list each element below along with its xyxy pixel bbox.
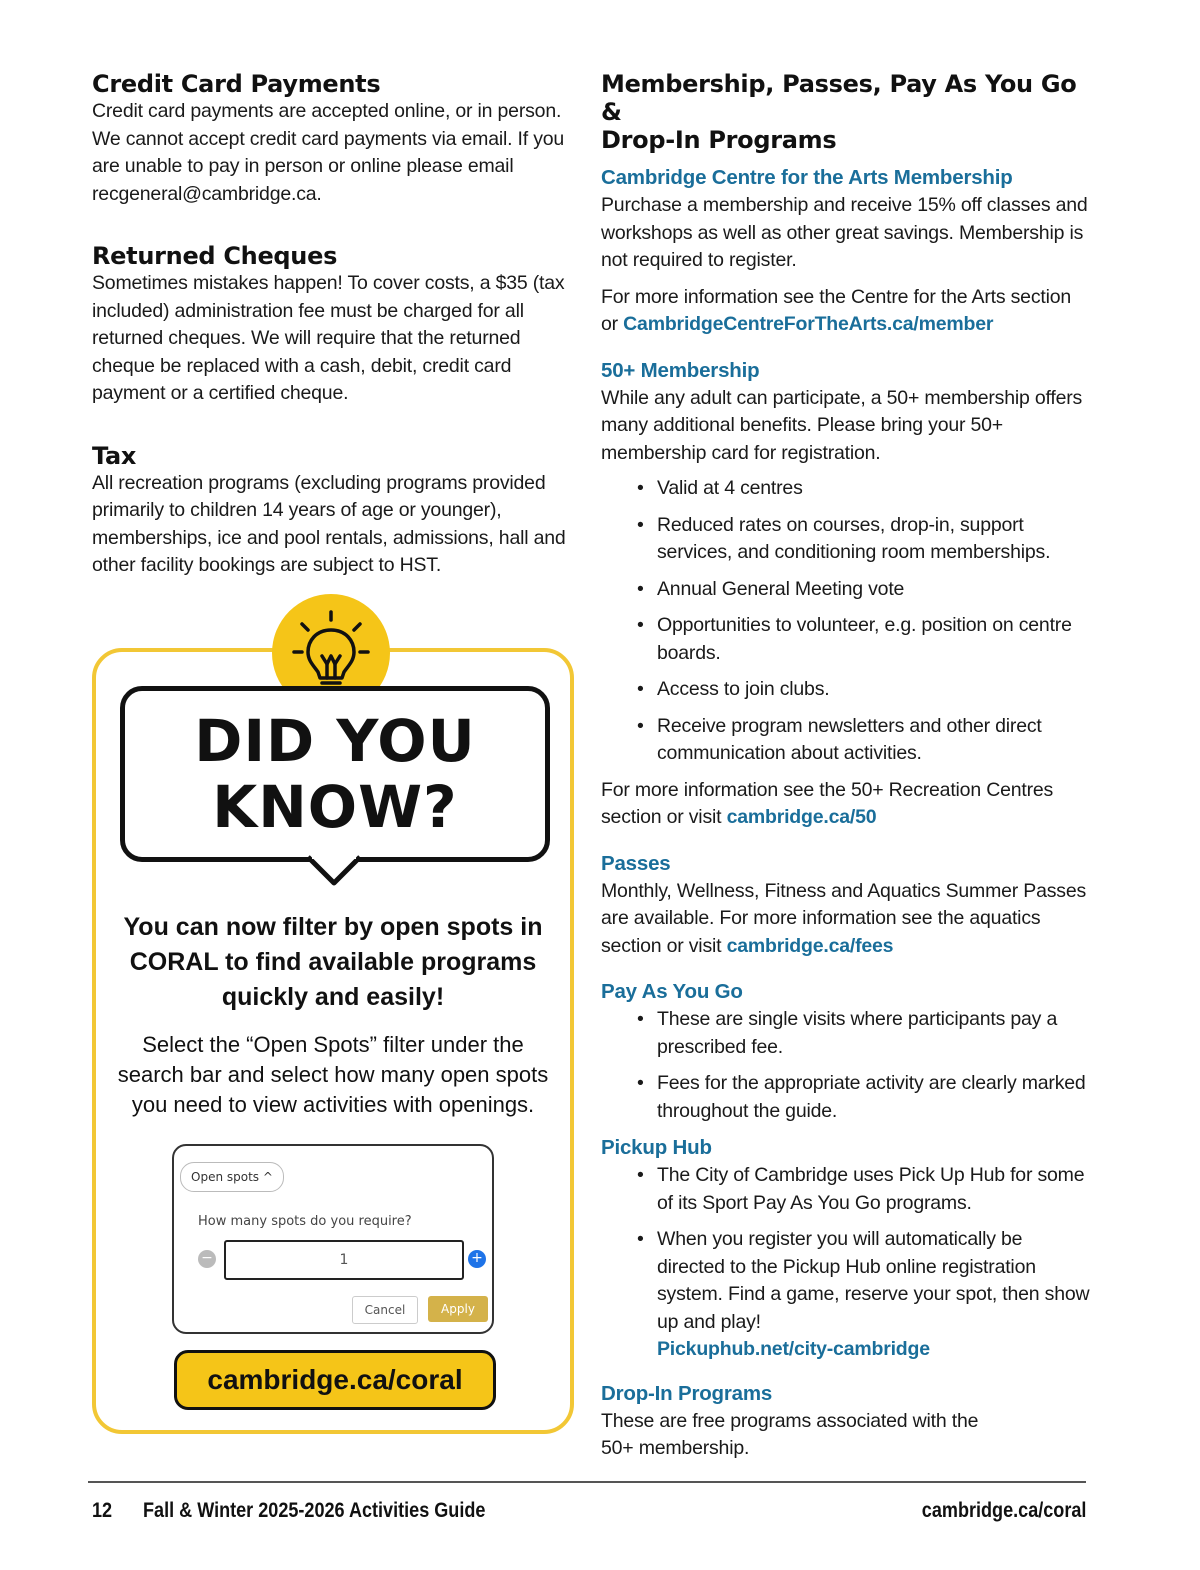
list-item: • Reduced rates on courses, drop-in, support services, and conditioning room memberships. [637, 513, 1051, 563]
drop-in-body: These are free programs associated with the 50+ membership. [601, 1409, 979, 1459]
pickup-hub-heading: Pickup Hub [601, 1136, 712, 1159]
fifty-plus-body: While any adult can participate, a 50+ membership offers many additional benefits. Please bring your 50+ membership card for registration. [601, 386, 1083, 464]
membership-title-line-1: Membership, Passes, Pay As You Go & [601, 70, 1077, 126]
did-you-know-headline [120, 708, 550, 840]
returned-cheques-body: Sometimes mistakes happen! To cover costs, a $35 (tax included) administration fee must be charged for all returned cheques. We will require that the returned cheque be replaced with a cash, debit, credit card payment or a certified cheque. [92, 272, 565, 404]
list-item: • When you register you will automatically be directed to the Pickup Hub online registration system. Find a game, reserve your spot, then show up and play! Pickuphub.net/city-cambridge [637, 1228, 1090, 1360]
credit-card-body: Credit card payments are accepted online, or in person. We cannot accept credit card payments via email. If you are unable to pay in person or online please email recgeneral@cambridge.ca. [92, 100, 565, 205]
membership-title-line-2: Drop-In Programs [601, 126, 837, 154]
pay-as-you-go-list [601, 1006, 1091, 1125]
passes-section [601, 850, 1091, 961]
headline-line-1: DID YOU [194, 707, 476, 775]
pay-as-you-go-section [601, 978, 1091, 1125]
guide-title: Fall & Winter 2025-2026 Activities Guide [143, 1499, 486, 1522]
passes-link[interactable]: cambridge.ca/fees [726, 934, 894, 957]
list-item: • The City of Cambridge uses Pick Up Hub for some of its Sport Pay As You Go programs. [637, 1164, 1085, 1214]
passes-heading: Passes [601, 851, 671, 875]
list-item: • Fees for the appropriate activity are clearly marked throughout the guide. [637, 1072, 1086, 1122]
passes-body-text: Monthly, Wellness, Fitness and Aquatics Summer Passes are available. For more information see the aquatics section or visit [601, 879, 1087, 957]
pay-as-you-go-heading: Pay As You Go [601, 980, 743, 1003]
footer-url[interactable]: cambridge.ca/coral [921, 1499, 1086, 1522]
decrement-button[interactable]: − [198, 1250, 216, 1268]
list-item: • Receive program newsletters and other direct communication about activities. [637, 714, 1042, 764]
arts-section [601, 164, 1091, 339]
pickup-hub-list [601, 1162, 1091, 1364]
credit-card-title: Credit Card Payments [92, 70, 381, 98]
tax-body: All recreation programs (excluding programs provided primarily to children 14 years of age or younger), memberships, ice and pool rentals, admissions, hall and other facility bookings are subject to HST. [92, 471, 566, 576]
open-spots-widget [172, 1144, 494, 1334]
list-item: • Opportunities to volunteer, e.g. position on centre boards. [637, 614, 1072, 664]
drop-in-heading: Drop-In Programs [601, 1381, 773, 1405]
membership-title [601, 70, 1091, 154]
fifty-plus-benefits-list [601, 475, 1091, 768]
page-number: 12 [92, 1499, 113, 1522]
left-column [92, 70, 572, 614]
fifty-plus-link[interactable]: cambridge.ca/50 [726, 806, 877, 828]
list-item: • Annual General Meeting vote [637, 577, 905, 600]
speech-bubble-tail [306, 855, 362, 887]
credit-card-section [92, 70, 572, 208]
open-spots-filter-pill[interactable]: Open spots ^ [180, 1162, 284, 1192]
tax-section [92, 442, 572, 580]
arts-more-text: For more information see the Centre for the Arts section or [601, 285, 1072, 335]
right-column [601, 70, 1091, 1463]
fifty-plus-more-text: For more information see the 50+ Recreation Centres section or visit [601, 778, 1054, 828]
returned-cheques-title: Returned Cheques [92, 242, 338, 270]
passes-body [601, 878, 1091, 961]
cancel-button[interactable]: Cancel [352, 1296, 418, 1324]
arts-more [601, 284, 1091, 339]
list-item: • These are single visits where participants pay a prescribed fee. [637, 1008, 1058, 1058]
returned-cheques-section [92, 242, 572, 408]
tax-title: Tax [92, 441, 137, 470]
arts-link[interactable]: CambridgeCentreForTheArts.ca/member [623, 313, 994, 335]
increment-button[interactable]: + [468, 1250, 486, 1268]
list-item: • Access to join clubs. [637, 678, 830, 700]
fifty-plus-more [601, 777, 1091, 832]
list-item: • Valid at 4 centres [637, 477, 803, 499]
coral-link-button[interactable]: cambridge.ca/coral [174, 1350, 496, 1410]
spots-input[interactable]: 1 [224, 1240, 464, 1280]
pickup-hub-section [601, 1134, 1091, 1364]
pickup-hub-link[interactable]: Pickuphub.net/city-cambridge [657, 1338, 930, 1360]
fifty-plus-heading: 50+ Membership [601, 358, 760, 382]
spots-question: How many spots do you require? [198, 1214, 412, 1229]
headline-line-2: KNOW? [212, 773, 458, 841]
drop-in-section [601, 1380, 1091, 1463]
footer-divider [88, 1481, 1086, 1483]
arts-body: Purchase a membership and receive 15% off classes and workshops as well as other great savings. Membership is not required to register. [601, 194, 1088, 271]
fifty-plus-section [601, 357, 1091, 832]
arts-heading: Cambridge Centre for the Arts Membership [601, 166, 1013, 189]
callout-subhead: You can now filter by open spots in CORAL to find available programs quickly and easily! [123, 913, 543, 1011]
apply-button[interactable]: Apply [428, 1296, 488, 1322]
callout-body: Select the “Open Spots” filter under the search bar and select how many open spots you need to view activities with openings. [117, 1032, 549, 1117]
